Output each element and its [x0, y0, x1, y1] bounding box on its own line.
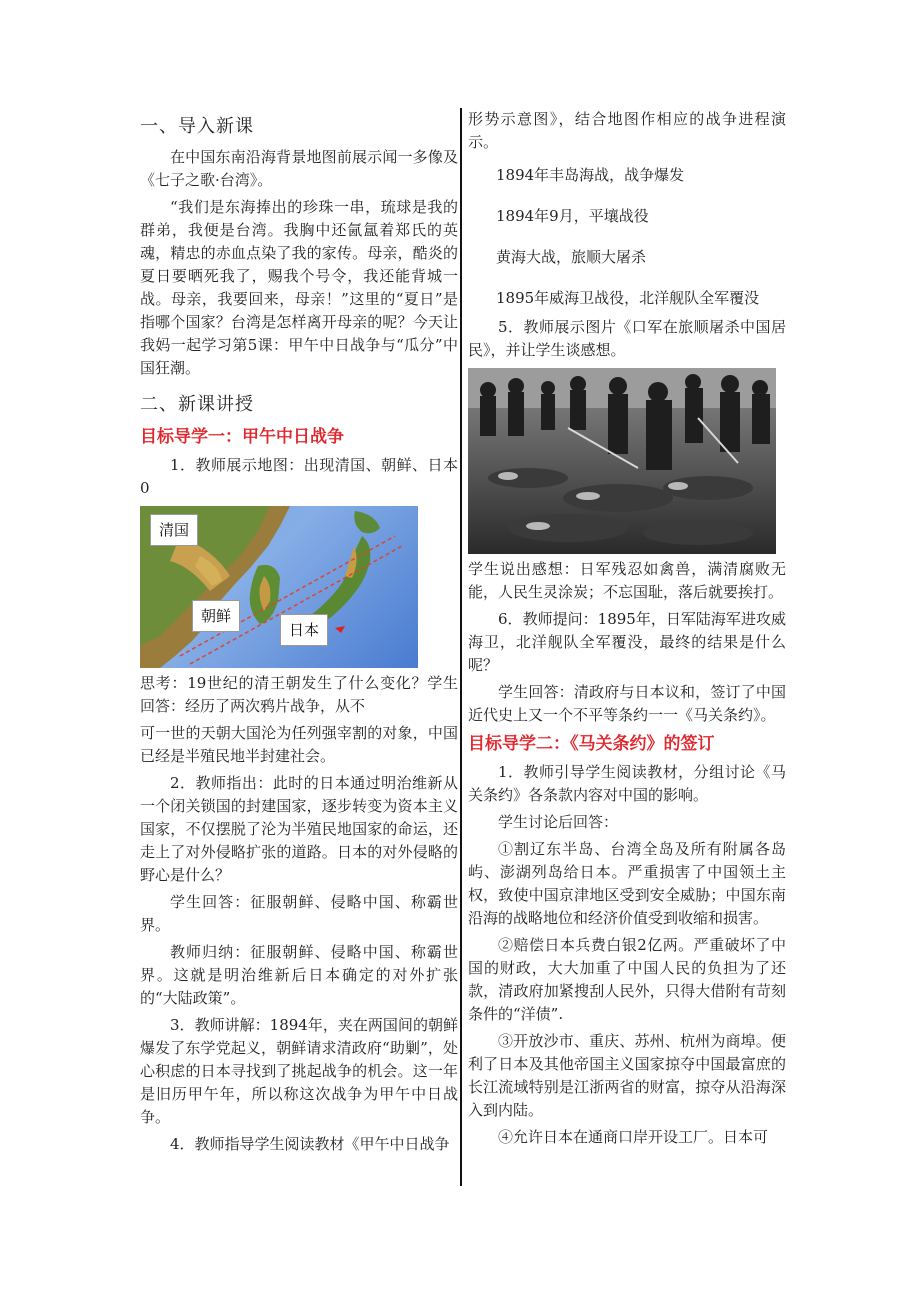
right-column	[468, 108, 786, 1153]
war-event-4: 1895年威海卫战役，北洋舰队全军覆没	[496, 289, 760, 307]
map-label-japan: 日本	[280, 614, 328, 646]
think-answer: 可一世的天朝大国沦为任列强宰割的对象，中国已经是半殖民地半封建社会。	[140, 724, 458, 765]
war-event-2: 1894年9月，平壤战役	[496, 207, 649, 225]
goal2-step-1: 1．教师引导学生阅读教材，分组讨论《马关条约》各条款内容对中国的影响。	[468, 763, 786, 804]
step-2: 2．教师指出：此时的日本通过明治维新从一个闭关锁国的封建国家，逐步转变为资本主义国家，不仅摆脱了沦为半殖民地国家的命运，还走上了对外侵略扩张的道路。日本的对外侵略的野心是什么？	[140, 774, 458, 884]
goal-heading-2: 目标导学二：《马关条约》的签订	[468, 734, 715, 754]
treaty-item-4: ④允许日本在通商口岸开设工厂。日本可	[498, 1128, 769, 1146]
treaty-item-1: ①割辽东半岛、台湾全岛及所有附属各岛屿、澎湖列岛给日本。严重损害了中国领土主权，致使中国京津地区受到安全威胁；中国东南沿海的战略地位和经济价值受到收缩和损害。	[468, 840, 786, 927]
section-title-lecture: 二、新课讲授	[140, 394, 254, 415]
teacher-summary-2: 教师归纳：征服朝鲜、侵略中国、称霸世界。这就是明治维新后日本确定的对外扩张的“大陆政策”。	[140, 943, 458, 1007]
treaty-item-2: ②赔偿日本兵费白银2亿两。严重破坏了中国的财政，大大加重了中国人民的负担为了还款，清政府加紧搜刮人民外，只得大借附有苛刻条件的“洋债”.	[468, 936, 786, 1023]
step-5: 5．教师展示图片《口军在旅顺屠杀中国居民》，并让学生谈感想。	[468, 318, 786, 359]
map-label-korea: 朝鲜	[192, 600, 240, 632]
photo-graphic	[468, 368, 776, 554]
discussion-intro: 学生讨论后回答：	[498, 813, 619, 831]
column-divider	[460, 108, 462, 1186]
step-4: 4．教师指导学生阅读教材《甲午中日战争	[170, 1135, 450, 1153]
intro-paragraph: 在中国东南沿海背景地图前展示闻一多像及《七子之歌·台湾》。	[140, 148, 458, 189]
map-label-qing: 清国	[150, 514, 198, 546]
student-feeling: 学生说出感想：日军残忍如禽兽，满清腐败无能，人民生灵涂炭；不忘国耻，落后就要挨打。	[468, 560, 786, 601]
step-6: 6．教师提问：1895年，日军陆海军进攻威海卫，北洋舰队全军覆没，最终的结果是什么呢？	[468, 610, 786, 674]
poem-paragraph: “我们是东海捧出的珍珠一串，琉球是我的群弟，我便是台湾。我胸中还氤氲着郑氏的英魂，精忠的赤血点染了我的家传。母亲，酷炎的夏日要晒死我了，赐我个号令，我还能背城一战。母亲，我要回来，母亲！”这里的“夏日”是指哪个国家？台湾是怎样离开母亲的呢？今天让我妈一起学习第5课：甲午中日战争与“瓜分”中国狂潮。	[140, 198, 458, 377]
section-title-intro: 一、导入新课	[140, 116, 254, 137]
left-column	[140, 108, 458, 1160]
war-event-1: 1894年丰岛海战，战争爆发	[496, 166, 685, 184]
step-4-continued: 形势示意图》，结合地图作相应的战争进程演示。	[468, 110, 786, 151]
think-question: 思考：19世纪的清王朝发生了什么变化？学生回答：经历了两次鸦片战争，从不	[140, 674, 458, 715]
student-answer-6: 学生回答：清政府与日本议和，签订了中国近代史上又一个不平等条约一一《马关条约》。	[468, 683, 786, 724]
war-event-3: 黄海大战，旅顺大屠杀	[496, 248, 647, 266]
treaty-item-3: ③开放沙市、重庆、苏州、杭州为商埠。便利了日本及其他帝国主义国家掠夺中国最富庶的长江流域特别是江浙两省的财富，掠夺从沿海深入到内陆。	[468, 1032, 786, 1119]
goal-heading-1: 目标导学一：甲午中日战争	[140, 427, 344, 447]
historical-photo	[468, 368, 776, 554]
student-answer-2: 学生回答：征服朝鲜、侵略中国、称霸世界。	[140, 893, 458, 934]
step-1: 1．教师展示地图：出现清国、朝鲜、日本0	[140, 456, 458, 497]
east-asia-map	[140, 506, 418, 668]
step-3: 3．教师讲解：1894年，夹在两国间的朝鲜爆发了东学党起义，朝鲜请求清政府“助剿”，处心积虑的日本寻找到了挑起战争的机会。这一年是旧历甲午年，所以称这次战争为甲午中日战争。	[140, 1016, 458, 1126]
